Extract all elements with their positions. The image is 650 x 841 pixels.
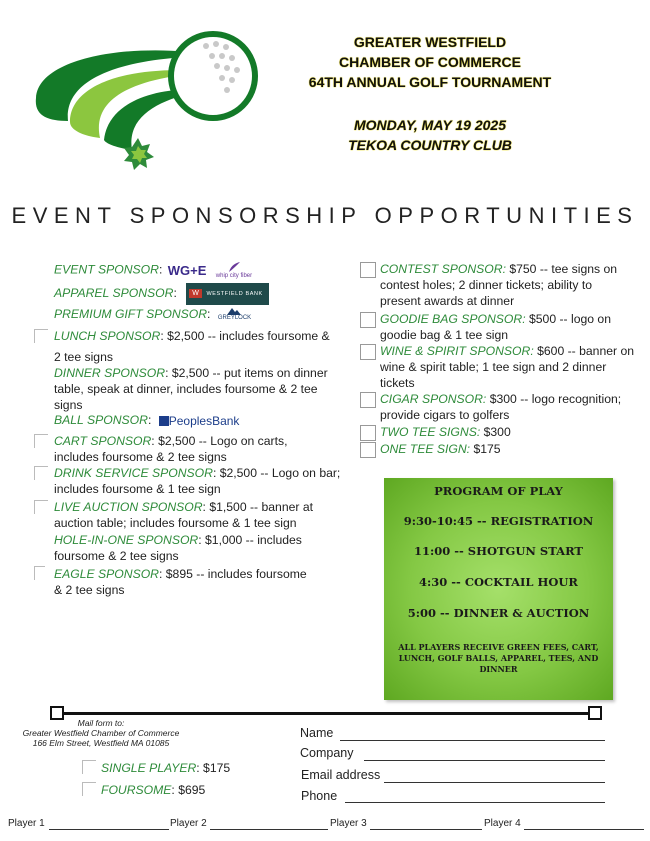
sponsor-event: EVENT SPONSOR: WG+E whip city fiber [54,262,253,279]
program-item: 9:30-10:45 -- REGISTRATION [403,514,594,528]
player-3-label: Player 3 [330,818,367,829]
name-label: Name [300,726,334,740]
peoples-bank-logo: PeoplesBank [159,413,240,429]
program-item: 5:00 -- DINNER & AUCTION [407,606,590,620]
mail-address: Mail form to: Greater Westfield Chamber of Commerce 166 Elm Street, Westfield MA 01085 [22,718,180,748]
company-field[interactable] [364,760,605,761]
westfield-bank-logo: W WESTFIELD BANK [186,283,269,305]
checkbox-cart[interactable] [34,434,48,448]
sponsor-live-auction: LIVE AUCTION SPONSOR: $1,500 -- banner at auction table; includes foursome & 1 tee sign [54,500,313,530]
sponsor-hole-in-one: HOLE-IN-ONE SPONSOR: $1,000 -- includes foursome & 2 tee signs [54,533,302,563]
sponsor-premium-gift: PREMIUM GIFT SPONSOR: GREYLOCK [54,307,252,322]
page-title: EVENT SPONSORSHIP OPPORTUNITIES [11,203,639,228]
checkbox-single-player[interactable] [82,760,96,774]
program-of-play-box [384,478,613,700]
golf-ball-logo [28,26,278,178]
option-foursome: FOURSOME: $695 [101,783,206,797]
player-4-field[interactable] [524,829,644,830]
company-label: Company [300,746,354,760]
option-single-player: SINGLE PLAYER: $175 [101,761,231,775]
sponsor-cigar: CIGAR SPONSOR: $300 -- logo recognition; provide cigars to golfers [380,392,622,422]
sponsor-eagle: EAGLE SPONSOR: $895 -- includes foursome & 2 tee signs [54,567,307,597]
phone-label: Phone [301,789,338,803]
checkbox-goodie-bag[interactable] [360,312,376,328]
checkbox-cigar[interactable] [360,392,376,408]
header-venue: TEKOA COUNTRY CLUB [348,137,512,153]
checkbox-eagle[interactable] [34,566,45,580]
sponsor-dinner: DINNER SPONSOR: $2,500 -- put items on dinner table, speak at dinner, includes foursome & 2 tee signs [54,366,328,412]
player-4-label: Player 4 [484,818,521,829]
sponsor-goodie-bag: GOODIE BAG SPONSOR: $500 -- logo on goodie bag & 1 tee sign [380,312,611,342]
divider-line [58,712,592,715]
checkbox-contest[interactable] [360,262,376,278]
sponsor-lunch: LUNCH SPONSOR: $2,500 -- includes foursome & 2 tee signs [54,329,330,364]
phone-field[interactable] [345,802,605,803]
sponsor-wine-spirit: WINE & SPIRIT SPONSOR: $600 -- banner on wine & spirit table; 1 tee sign and 2 dinner tickets [380,344,634,390]
player-3-field[interactable] [370,829,482,830]
greylock-logo: GREYLOCK [218,307,251,322]
sponsor-contest: CONTEST SPONSOR: $750 -- tee signs on contest holes; 2 dinner tickets; ability to present awards at dinner [380,262,618,308]
email-field[interactable] [384,782,605,783]
checkbox-foursome[interactable] [82,782,96,796]
program-item: 4:30 -- COCKTAIL HOUR [419,575,578,589]
player-1-field[interactable] [49,829,169,830]
program-item: 11:00 -- SHOTGUN START [414,544,583,558]
sponsor-ball: BALL SPONSOR: PeoplesBank [54,413,240,428]
checkbox-lunch[interactable] [34,329,48,343]
sponsor-apparel: APPAREL SPONSOR: W WESTFIELD BANK [54,283,269,305]
sponsor-two-tee-signs: TWO TEE SIGNS: $300 [380,425,511,439]
checkbox-live-auction[interactable] [34,500,48,514]
player-1-label: Player 1 [8,818,45,829]
whip-city-fiber-logo: whip city fiber [216,261,252,280]
email-label: Email address [301,768,381,782]
divider-handle-right [588,706,602,720]
checkbox-one-tee-sign[interactable] [360,442,376,458]
sponsor-cart: CART SPONSOR: $2,500 -- Logo on carts, includes foursome & 2 tee signs [54,434,288,464]
checkbox-two-tee-signs[interactable] [360,425,376,441]
header-org-line2: CHAMBER OF COMMERCE [339,54,521,70]
checkbox-wine-spirit[interactable] [360,344,376,360]
checkbox-drink[interactable] [34,466,48,480]
name-field[interactable] [340,740,605,741]
header-org-line1: GREATER WESTFIELD [353,34,507,50]
program-title: PROGRAM OF PLAY [434,484,563,498]
sponsor-drink-service: DRINK SERVICE SPONSOR: $2,500 -- Logo on bar; includes foursome & 1 tee sign [54,466,341,496]
wge-logo: WG+E [167,262,207,278]
program-note: ALL PLAYERS RECEIVE GREEN FEES, CART, LUNCH, GOLF BALLS, APPAREL, TEES, AND DINNER [398,642,599,674]
player-2-label: Player 2 [170,818,207,829]
sponsor-one-tee-sign: ONE TEE SIGN: $175 [380,442,501,456]
header-date: MONDAY, MAY 19 2025 [354,117,506,133]
header-event-title: 64TH ANNUAL GOLF TOURNAMENT [308,74,552,90]
player-2-field[interactable] [210,829,328,830]
